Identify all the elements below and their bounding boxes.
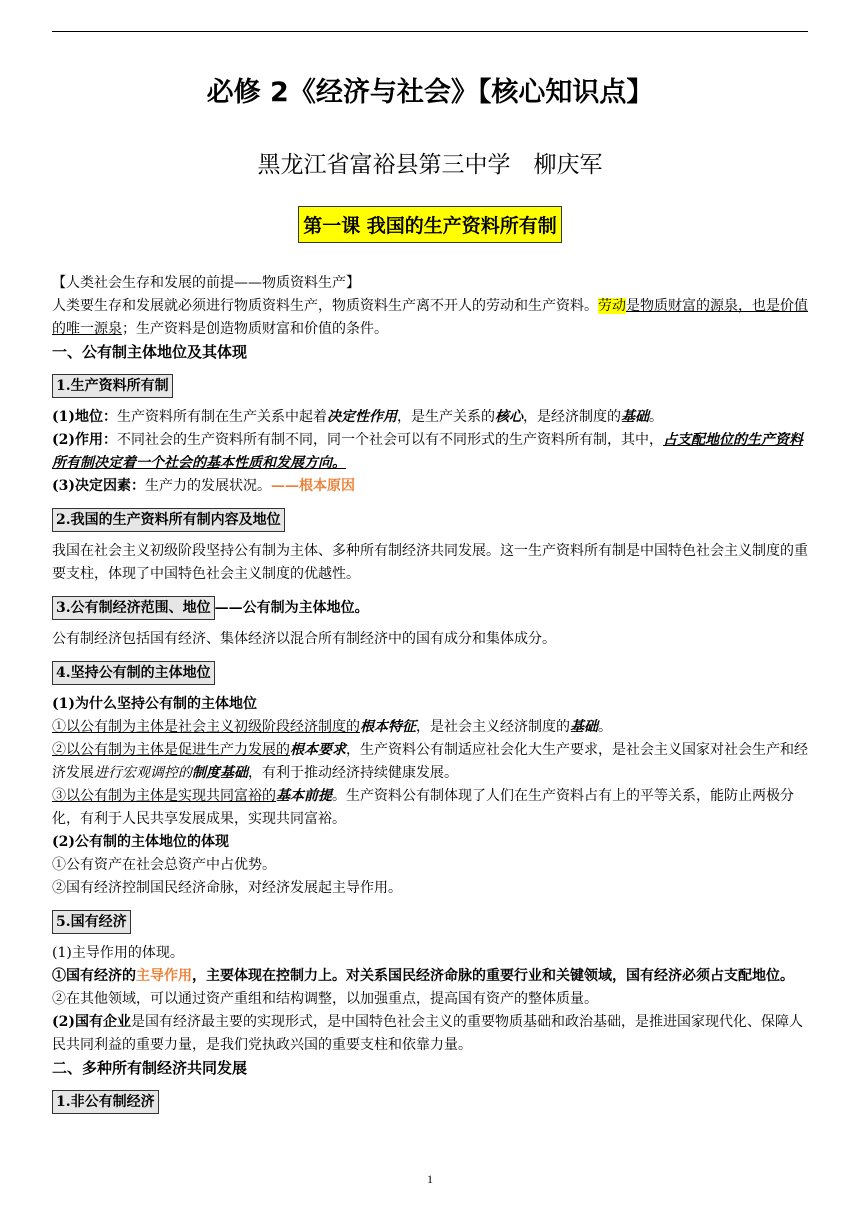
lesson-title-wrap	[0, 206, 860, 243]
highlight-labor: 劳动	[598, 298, 626, 314]
intro-paragraph: 人类要生存和发展就必须进行物质资料生产，物质资料生产离不开人的劳动和生产资料。劳动是物质财富的源泉，也是价值的唯一源泉；生产资料是创造物质财富和价值的条件。	[52, 298, 808, 337]
question-why: (1)为什么坚持公有制的主体地位	[52, 696, 257, 712]
subheading-box-5: 5.国有经济	[52, 910, 131, 934]
state-economy-point-1: ①国有经济的主导作用，主要体现在控制力上。对关系国民经济命脉的重要行业和关键领域，国有经济必须占支配地位。	[52, 968, 794, 984]
intro-heading: 【人类社会生存和发展的前提——物质资料生产】	[52, 275, 360, 291]
para-public-scope: 公有制经济包括国有经济、集体经济以混合所有制经济中的国有成分和集体成分。	[52, 631, 556, 647]
manifestation-1: ①公有资产在社会总资产中占优势。	[52, 857, 276, 873]
header-rule	[52, 31, 808, 32]
page-number: 1	[427, 1172, 433, 1186]
lesson-title: 第一课 我国的生产资料所有制	[298, 206, 562, 243]
state-enterprise: (2)国有企业是国有经济最主要的实现形式，是中国特色社会主义的重要物质基础和政治基础，是推进国家现代化、保障人民共同利益的重要力量，是我们党执政兴国的重要支柱和依靠力量。	[52, 1014, 803, 1053]
reason-1: ①以公有制为主体是社会主义初级阶段经济制度的根本特征，是社会主义经济制度的基础。	[52, 719, 612, 735]
para-function: (2)作用：不同社会的生产资料所有制不同，同一个社会可以有不同形式的生产资料所有制，其中，占支配地位的生产资料所有制决定着一个社会的基本性质和发展方向。	[52, 432, 803, 471]
document-body: 【人类社会生存和发展的前提——物质资料生产】 人类要生存和发展就必须进行物质资料生产，物质资料生产离不开人的劳动和生产资料。劳动是物质财富的源泉，也是价值的唯一源泉；生产资料是创造物质财富和价值的条件。 一、公有制主体地位及其体现 1.生产资料所有制 (1)地位：生产资料所有制在生产关系中起着决定性作用，是生产关系的核心，是经济制度的基础。 (2)作用：不同社会的生产资料所有制不同，同一个社会可以有不同形式的生产资料所有制，其中，占支配地位的生产资料所有制决定着一个社会的基本性质和发展方向。 (3)决定因素：生产力的发展状况。——根本原因 2.我国的生产资料所有制内容及地位 我国在社会主义初级阶段坚持公有制为主体、多种所有制经济共同发展。这一生产资料所有制是中国特色社会主义制度的重要支柱，体现了中国特色社会主义制度的优越性。 3.公有制经济范围、地位 ——公有制为主体地位。 公有制经济包括国有经济、集体经济以混合所有制经济中的国有成分和集体成分。 4.坚持公有制的主体地位 (1)为什么坚持公有制的主体地位 ①以公有制为主体是社会主义初级阶段经济制度的根本特征，是社会主义经济制度的基础。 ②以公有制为主体是促进生产力发展的根本要求，生产资料公有制适应社会化大生产要求，是社会主义国家对社会生产和经济发展进行宏观调控的制度基础，有利于推动经济持续健康发展。 ③以公有制为主体是实现共同富裕的基本前提。生产资料公有制体现了人们在生产资料占有上的平等关系，能防止两极分化，有利于人民共享发展成果，实现共同富裕。 (2)公有制的主体地位的体现 ①公有资产在社会总资产中占优势。 ②国有经济控制国民经济命脉，对经济发展起主导作用。 5.国有经济 (1)主导作用的体现。 ①国有经济的主导作用，主要体现在控制力上。对关系国民经济命脉的重要行业和关键领域，国有经济必须占支配地位。 ②在其他领域，可以通过资产重组和结构调整，以加强重点，提高国有资产的整体质量。 (2)国有企业是国有经济最主要的实现形式，是中国特色社会主义的重要物质基础和政治基础，是推进国家现代化、保障人民共同利益的重要力量，是我们党执政兴国的重要支柱和依靠力量。 二、多种所有制经济共同发展 1.非公有制经济	[52, 272, 812, 1122]
para-position: (1)地位：生产资料所有制在生产关系中起着决定性作用，是生产关系的核心，是经济制度的基础。	[52, 409, 663, 425]
para-ownership-system: 我国在社会主义初级阶段坚持公有制为主体、多种所有制经济共同发展。这一生产资料所有制是中国特色社会主义制度的重要支柱，体现了中国特色社会主义制度的优越性。	[52, 543, 808, 582]
para-determinant: (3)决定因素：生产力的发展状况。——根本原因	[52, 478, 355, 494]
subheading-box-6: 1.非公有制经济	[52, 1090, 159, 1114]
subheading-box-2: 2.我国的生产资料所有制内容及地位	[52, 508, 285, 532]
question-manifestation: (2)公有制的主体地位的体现	[52, 834, 229, 850]
reason-3: ③以公有制为主体是实现共同富裕的基本前提。生产资料公有制体现了人们在生产资料占有上的平等关系，能防止两极分化，有利于人民共享发展成果，实现共同富裕。	[52, 788, 794, 827]
subheading-box-1: 1.生产资料所有制	[52, 374, 173, 398]
subheading-box-4: 4.坚持公有制的主体地位	[52, 661, 215, 685]
subheading-box-3: 3.公有制经济范围、地位	[52, 596, 215, 620]
state-economy-intro: (1)主导作用的体现。	[52, 945, 184, 961]
reason-2: ②以公有制为主体是促进生产力发展的根本要求，生产资料公有制适应社会化大生产要求，是社会主义国家对社会生产和经济发展进行宏观调控的制度基础，有利于推动经济持续健康发展。	[52, 742, 808, 781]
section-heading-2: 二、多种所有制经济共同发展	[52, 1059, 248, 1077]
document-title: 必修 2《经济与社会》【核心知识点】	[206, 77, 654, 108]
author-line: 黑龙江省富裕县第三中学 柳庆军	[257, 152, 603, 178]
underlined-phrase: 是物质财富的源泉，也是价值的唯一源泉	[52, 298, 808, 337]
manifestation-2: ②国有经济控制国民经济命脉，对经济发展起主导作用。	[52, 880, 402, 896]
section-heading-1: 一、公有制主体地位及其体现	[52, 343, 248, 361]
state-economy-point-2: ②在其他领域，可以通过资产重组和结构调整，以加强重点，提高国有资产的整体质量。	[52, 991, 598, 1007]
